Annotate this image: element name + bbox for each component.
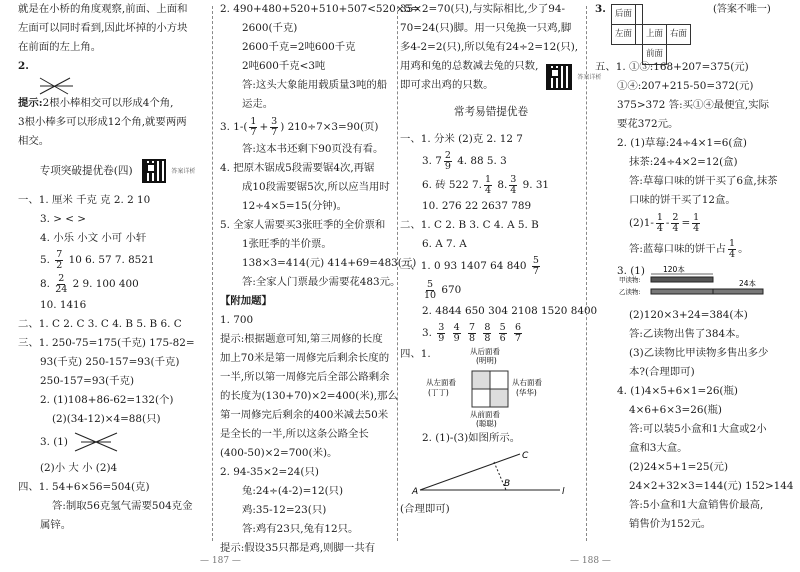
answer-line: 10. 276 22 2637 789 — [422, 200, 532, 212]
answer-line: $\frac{5}{10}$ 670 — [424, 278, 462, 301]
qr-code-icon — [546, 64, 572, 90]
question-number: 2. — [18, 60, 29, 72]
answer-line: 1张旺季的半价票。 — [242, 238, 332, 250]
answer-line: (合理即可) — [400, 503, 450, 515]
answer-line: 提示:假设35只都是鸡,则脚一共有 — [220, 542, 376, 554]
qr-caption: 答案详析 — [577, 73, 602, 81]
answer-line: 是全长的一半,所以这条公路全长 — [220, 428, 369, 440]
answer-line: 答:这本书还剩下90页没有看。 — [242, 143, 384, 155]
bar-figure: 3. (1) 120本 甲读物: 乙读物: 24本 — [595, 262, 795, 306]
line-figure — [400, 448, 582, 500]
text-line: 就是在小桥的角度观察,前面、上面和 — [18, 3, 188, 15]
answer-line: 答:制取56克氢气需要504克金 — [52, 500, 193, 512]
answer-line: 一半,所以第一周修完后全部公路剩余 — [220, 371, 390, 383]
column-divider — [397, 6, 398, 541]
svg-text:120本: 120本 — [663, 265, 685, 274]
answer-line: 2吨600千克<3吨 — [242, 60, 326, 72]
svg-text:从右面看: 从右面看 — [512, 378, 542, 387]
fraction: $\frac{3}{7}$ — [271, 115, 278, 138]
answer-line: 3. > < > — [40, 213, 86, 225]
answer-line: 用鸡和兔的总数减去兔的只数, — [400, 60, 539, 72]
answer-line: 销售价为152元。 — [629, 518, 712, 530]
answer-line: 2. 94-35×2=24(只) — [220, 466, 319, 478]
fraction: $\frac{7}{2}$ — [56, 248, 63, 271]
svg-text:从前面看: 从前面看 — [470, 410, 500, 419]
answer-line: 2600千克=2吨600千克 — [242, 41, 356, 53]
answer-line: 93(千克) 250-157=93(千克) — [40, 356, 180, 368]
svg-text:从左面看: 从左面看 — [426, 378, 456, 387]
text-line: 3根小棒多可以形成12个角,就要两两 — [18, 116, 187, 128]
qr-block — [540, 64, 602, 90]
answer-line: 5. 全家人需要买3张旺季的全价票和 — [220, 219, 386, 231]
cube-net-grid: 后面 左面 上面 右面 前面 — [611, 4, 691, 65]
fraction: $\frac{5}{7}$ — [532, 254, 539, 277]
column-3 — [400, 0, 602, 548]
fraction: $\frac{2}{9}$ — [444, 149, 451, 172]
answer-line: (400-50)×2=700(米)。 — [220, 447, 338, 459]
answer-line: 2. 490+480+520+510+507<520×5= — [220, 3, 420, 15]
answer-line: 3. (1) — [18, 429, 203, 459]
svg-text:(聪聪): (聪聪) — [476, 419, 497, 428]
answer-line: 答:可以装5小盒和1大盒或2小 — [629, 423, 767, 435]
answer-line: 属锌。 — [40, 519, 72, 531]
column-divider — [212, 6, 213, 541]
svg-text:24本: 24本 — [739, 279, 757, 288]
answer-line: 多4-2=2(只),所以兔有24÷2=12(只), — [400, 41, 579, 53]
answer-line: 2. 4844 650 304 2108 1520 8400 — [422, 305, 598, 317]
answer-line: 兔:24÷(4-2)=12(只) — [242, 485, 344, 497]
answer-line: 375>372 答:买①④最便宜,实际 — [617, 99, 769, 111]
text-line: 左面可以同时看到,因此坏掉的小方块 — [18, 22, 188, 34]
svg-text:l: l — [562, 487, 565, 497]
page-number-left: — 187 — — [200, 556, 241, 566]
answer-line: 答:5小盒和1大盒销售价最高, — [629, 499, 764, 511]
answer-line: 本?(合理即可) — [629, 366, 695, 378]
answer-line: 2. (1)108+86-62=132(个) — [40, 394, 174, 406]
answer-line: 4. (1)4×5+6×1=26(瓶) — [617, 385, 738, 397]
column-1 — [18, 0, 203, 548]
answer-line: 5. $\frac{7}{2}$ 10 6. 57 7. 8521 — [40, 248, 155, 271]
svg-text:乙读物:: 乙读物: — [619, 288, 641, 296]
answer-line: 答:乙读物出售了384本。 — [629, 328, 746, 340]
text-line: 相交。 — [18, 135, 50, 147]
answer-line: 6. A 7. A — [422, 238, 467, 250]
fraction: $\frac{1}{4}$ — [484, 173, 492, 196]
answer-line: (2)1- $\frac{1}{4}$ - $\frac{2}{4}$ = $\frac{1}{4}$ — [629, 211, 700, 234]
answer-line: 4. 小乐 小文 小可 小轩 — [40, 232, 147, 244]
answer-line: (2)120×3+24=384(本) — [629, 309, 748, 321]
answer-line: 提示:根据题意可知,第三周修的长度 — [220, 333, 383, 345]
text-line: 在前面的左上角。 — [18, 41, 102, 53]
answer-line: 成10段需要锯5次,所以应当用时 — [242, 181, 390, 193]
svg-text:(华华): (华华) — [516, 388, 537, 397]
fraction: $\frac{2}{24}$ — [55, 272, 68, 295]
answer-line: (3)乙读物比甲读物多售出多少 — [629, 347, 769, 359]
qr-caption: 答案详析 — [171, 167, 196, 175]
section-title: 常考易错提优卷 — [453, 106, 529, 118]
column-4 — [595, 0, 795, 548]
answer-line: 答:草莓口味的饼干买了6盒,抹茶 — [629, 175, 778, 187]
column-divider — [586, 6, 587, 541]
answer-line: 口味的饼干买了12盒。 — [629, 194, 736, 206]
answer-line: 答:全家人门票最少需要花483元。 — [242, 276, 401, 288]
answer-line: 三、1. 250-75=175(千克) 175-82= — [18, 337, 195, 349]
answer-line: 6. 砖 522 7. $\frac{1}{4}$ 8. $\frac{3}{4}$ 9. 31 — [422, 173, 550, 196]
answer-line: 一、1. 分米 (2)克 2. 12 7 — [400, 133, 523, 145]
answer-line: 二、1. C 2. B 3. C 4. A 5. B — [400, 219, 539, 231]
qr-code-icon — [142, 159, 166, 183]
answer-line: (2)(34-12)×4=88(只) — [52, 413, 161, 425]
answer-line: 2. (1)-(3)如图所示。 — [422, 432, 521, 444]
angle-figure-icon — [71, 429, 121, 455]
crossing-lines-figure — [18, 76, 203, 94]
fraction: $\frac{1}{4}$ — [693, 211, 700, 234]
fraction: $\frac{2}{4}$ — [672, 211, 679, 234]
answer-line: 24×2+32×3=144(元) 152>144 — [629, 480, 794, 492]
extra-section-title: 【附加题】 — [220, 295, 272, 307]
section-title: 专项突破提优卷(四) 答案详析 — [18, 159, 203, 183]
answer-line: 3. $\frac{3}{9}$ $\frac{4}{9}$ $\frac{7}{8}$ $\frac{8}{8}$ $\frac{5}{6}$ $\frac{6}{7}$ — [422, 321, 522, 344]
crossing-lines-icon — [18, 76, 78, 96]
answer-line: 250-157=93(千克) — [40, 375, 134, 387]
answer-line: 3. 1-( $\frac{1}{7}$ + $\frac{3}{7}$ ) 210÷7×3=90(页) — [220, 115, 379, 138]
svg-text:(明明): (明明) — [476, 356, 497, 365]
answer-line: 二、1. C 2. C 3. C 4. B 5. B 6. C — [18, 318, 182, 330]
ray-figure-icon — [400, 448, 570, 500]
answer-line: 盒和3大盒。 — [629, 442, 688, 454]
column-2 — [220, 0, 420, 554]
answer-line: (2)小 大 小 (2)4 — [40, 462, 118, 474]
answer-line: 运走。 — [242, 98, 274, 110]
net-figure: 3. 后面 左面 上面 右面 前面 (答案不唯一) — [595, 0, 795, 58]
answer-line: 2600(千克) — [242, 22, 298, 34]
answer-line: 35×2=70(只),与实际相比,少了94- — [400, 3, 566, 15]
answer-line: 一、1. 厘米 千克 克 2. 2 10 — [18, 194, 151, 206]
fraction: $\frac{5}{10}$ — [424, 278, 437, 301]
svg-text:甲读物:: 甲读物: — [619, 276, 641, 284]
answer-line: 抹茶:24÷4×2=12(盒) — [629, 156, 738, 168]
answer-line: 2. (1)草莓:24÷4×1=6(盒) — [617, 137, 747, 149]
fraction: $\frac{3}{4}$ — [510, 173, 517, 196]
answer-line: 即可求出鸡的只数。 答案详析 — [400, 76, 582, 95]
answer-line: 答:鸡有23只,兔有12只。 — [242, 523, 359, 535]
bar-model-figure — [615, 264, 775, 306]
fraction: $\frac{1}{7}$ — [250, 115, 257, 138]
answer-line: 第一周修完后剩余的400米减去50米 — [220, 409, 389, 421]
answer-line: 四、1. 54+6×56=504(克) — [18, 481, 150, 493]
answer-line: 答:这头大象能用载质量3吨的船 — [242, 79, 388, 91]
answer-line: 三、1. 0 93 1407 64 840 $\frac{5}{7}$ — [400, 254, 539, 277]
page-number-right: — 188 — — [570, 556, 611, 566]
svg-text:B: B — [504, 479, 511, 489]
answer-line: ①④:207+215-50=372(元) — [617, 80, 754, 92]
answer-line: 10. 1416 — [40, 299, 87, 311]
answer-line: 3. 7 $\frac{2}{9}$ 4. 88 5. 3 — [422, 149, 507, 172]
answer-line: 五、1. ①③:168+207=375(元) — [595, 61, 749, 73]
svg-text:C: C — [522, 451, 529, 461]
answer-line: 加上70米是第一周修完后剩余长度的 — [220, 352, 390, 364]
answer-line: 138×3=414(元) 414+69=483(元) — [242, 257, 417, 269]
answer-line: (2)24×5+1=25(元) — [629, 461, 729, 473]
tip-line: 提示:2根小棒相交可以形成4个角, — [18, 97, 174, 109]
answer-line: 12÷4×5=15(分钟)。 — [242, 200, 348, 212]
answer-line: 答:蓝莓口味的饼干占 $\frac{1}{4}$ 。 — [629, 237, 749, 260]
svg-text:从后面看: 从后面看 — [470, 347, 500, 356]
answer-line: 的长度为(130+70)×2=400(米),那么 — [220, 390, 398, 402]
fraction: $\frac{1}{4}$ — [729, 237, 736, 260]
cube-views-figure — [426, 345, 576, 429]
view-diagram: 四、1. 从后面看 (明明) 从左面看 (丁丁) 从右面看 (华华) 从前面看 (聪聪) — [400, 345, 582, 429]
svg-text:A: A — [412, 487, 419, 497]
answer-line: 4. 把原木锯成5段需要锯4次,再锯 — [220, 162, 375, 174]
answer-line: 鸡:35-12=23(只) — [242, 504, 327, 516]
answer-line: 8. $\frac{2}{24}$ 2 9. 100 400 — [40, 272, 139, 295]
answer-line: 70=24(只)脚。用一只兔换一只鸡,脚 — [400, 22, 572, 34]
fraction: $\frac{1}{4}$ — [656, 211, 663, 234]
svg-text:(丁丁): (丁丁) — [428, 388, 449, 397]
answer-line: 1. 700 — [220, 314, 254, 326]
answer-line: 要花372元。 — [617, 118, 679, 130]
answer-line: 4×6+6×3=26(瓶) — [629, 404, 722, 416]
